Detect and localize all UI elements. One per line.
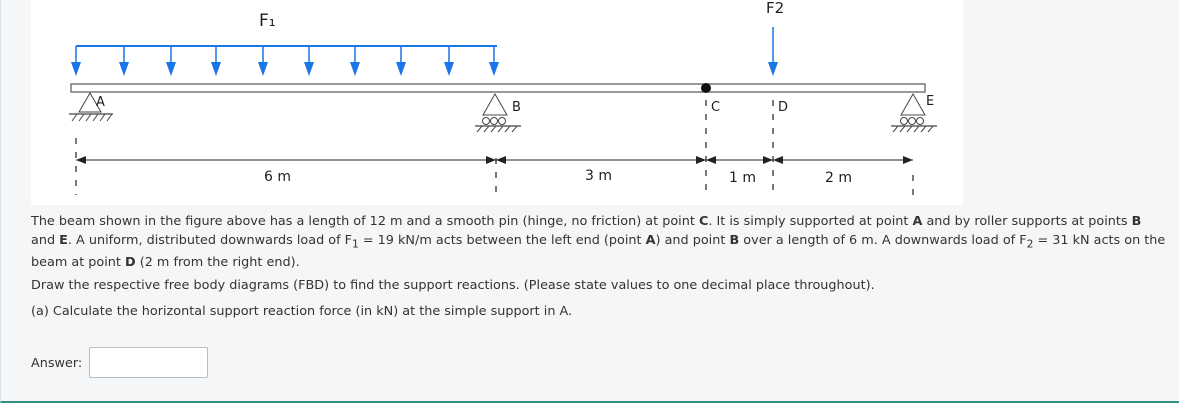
- point-c-label: C: [711, 100, 721, 115]
- f2-arrow: [768, 27, 778, 76]
- distributed-load-arrows: [71, 46, 499, 76]
- dimension-3m-label: 3 m: [585, 168, 612, 184]
- dimension-2m-label: 2 m: [825, 170, 852, 186]
- hinge-c-icon: [701, 83, 711, 93]
- point-d-label: D: [778, 100, 789, 115]
- beam: [71, 84, 925, 92]
- question-paragraph-1: The beam shown in the figure above has a length of 12 m and a smooth pin (hinge, no friction) at point C. It is simply supported at point A and by roller supports at points B and E. A uniform, distributed downwards load of $F_1 = 19$ kN/m acts between the left end (point A) and point B over a length of 6 m. A downwards load of $F_2 = 31$ kN acts on the beam at point D (2 m from the right end).: [31, 214, 1166, 270]
- point-b-label: B: [512, 100, 521, 115]
- dimension-6m-label: 6 m: [264, 169, 291, 185]
- point-e-label: E: [926, 94, 935, 109]
- pin-support-a-icon: [69, 93, 113, 121]
- beam-figure: [31, 0, 963, 205]
- beam-diagram: [31, 0, 963, 205]
- point-a-label: A: [96, 95, 105, 110]
- f1-label: F₁: [259, 11, 276, 31]
- question-paragraph-2: Draw the respective free body diagrams (FBD) to find the support reactions. (Please state values to one decimal place throughout).: [31, 278, 875, 293]
- answer-input[interactable]: [89, 347, 208, 378]
- dimension-1m-label: 1 m: [729, 170, 756, 186]
- f2-label: F2: [766, 0, 785, 17]
- question-part-a: (a) Calculate the horizontal support reaction force (in kN) at the simple support in A.: [31, 304, 573, 319]
- answer-label: Answer:: [31, 356, 83, 371]
